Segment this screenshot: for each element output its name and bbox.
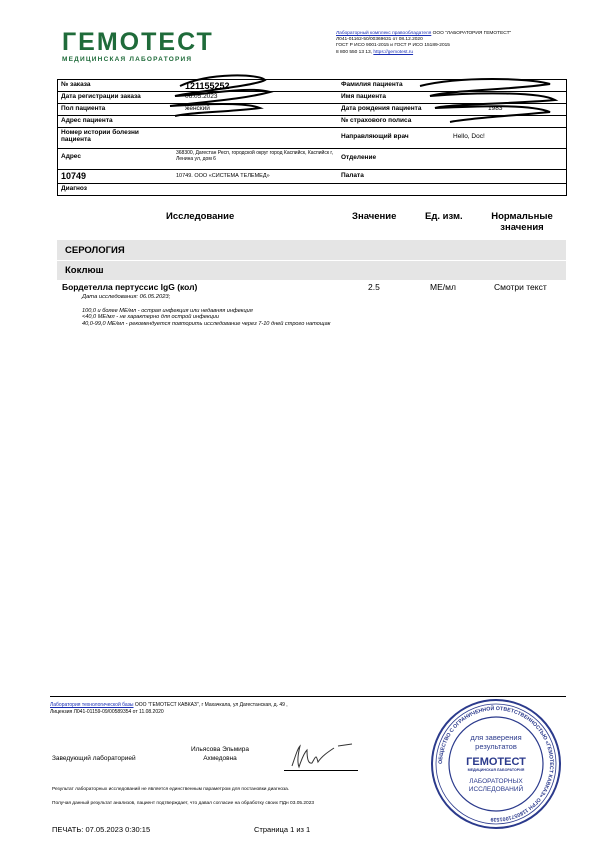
column-header-unit: Ед. изм.: [425, 211, 463, 222]
page-number: Страница 1 из 1: [254, 825, 311, 834]
stamp-brand: ГЕМОТЕСТ: [466, 756, 526, 768]
print-timestamp: ПЕЧАТЬ: 07.05.2023 0:30:15: [52, 825, 151, 834]
birth-date-label: Дата рождения пациента: [341, 105, 422, 112]
department-label: Отделение: [341, 154, 377, 161]
address-label: Адрес: [61, 153, 81, 160]
signature: [286, 740, 356, 772]
ward-label: Палата: [341, 172, 364, 179]
column-header-norm-line1: Нормальные: [491, 211, 553, 222]
company-logo-subtitle: МЕДИЦИНСКАЯ ЛАБОРАТОРИЯ: [62, 56, 193, 63]
head-of-lab-name: [184, 745, 256, 763]
history-number-label: Номер истории болезни пациента: [61, 129, 139, 143]
column-header-value: Значение: [352, 211, 397, 222]
footer-divider: [50, 696, 566, 697]
order-number-value: 121155252: [185, 81, 230, 91]
patient-address-label: Адрес пациента: [61, 117, 113, 124]
stamp-top-line2: результатов: [475, 742, 517, 751]
license-gost: ГОСТ Р ИСО 9001-2015 и ГОСТ Р ИСО 15189-2015: [336, 43, 450, 49]
result-norm: Смотри текст: [494, 282, 547, 292]
license-link[interactable]: Лабораторный комплекс правообладателя: [336, 31, 432, 36]
license-phone: 8 800 550 13 13,: [336, 49, 374, 55]
company-logo: ГЕМОТЕСТ: [62, 28, 214, 56]
license-number: Л041-01162-50/00369631 от 08.12.2020: [336, 37, 423, 43]
stamp-bottom-line2: ИССЛЕДОВАНИЙ: [468, 786, 524, 793]
redaction-scribble: [150, 72, 280, 132]
result-unit: МЕ/мл: [430, 282, 456, 292]
lab-info: [50, 702, 288, 715]
section-band: [57, 240, 566, 260]
first-name-label: Имя пациента: [341, 93, 386, 100]
column-header-norm-line2: значения: [500, 222, 544, 233]
stamp-brand-subtitle: МЕДИЦИНСКАЯ ЛАБОРАТОРИЯ: [467, 768, 525, 772]
head-of-lab-name-line2: Ахмедовна: [203, 755, 237, 762]
lab-link[interactable]: Лаборатория технологической базы: [50, 702, 134, 708]
sex-label: Пол пациента: [61, 105, 106, 112]
stamp-top-line1: для заверения: [470, 733, 522, 742]
signature-line: [284, 770, 358, 771]
result-test-name: Бордетелла пертуссис IgG (кол): [62, 282, 198, 292]
client-code: 10749: [61, 171, 87, 181]
column-header-norm: [490, 211, 554, 233]
head-of-lab-label: Заведующий лабораторией: [52, 755, 136, 762]
redaction-scribble: [410, 74, 560, 132]
stamp-ring-text: ОБЩЕСТВО С ОГРАНИЧЕННОЙ ОТВЕТСТВЕННОСТЬЮ «ГЕМОТЕСТ КАВКАЗ» ОГРН 1180571001539: [437, 705, 555, 823]
website-link[interactable]: https://gemotest.ru: [373, 49, 414, 55]
table-row: [58, 149, 566, 170]
department-value: [450, 149, 566, 169]
registration-date-label: Дата регистрации заказа: [61, 93, 141, 100]
insurance-label: № страхового полиса: [341, 117, 412, 124]
license-org: ООО "ЛАБОРАТОРИЯ ГЕМОТЕСТ": [431, 31, 512, 36]
registration-date-value: 06.05.2023: [185, 93, 218, 100]
ward-value: [450, 170, 566, 183]
sex-value: женский: [185, 105, 210, 112]
section-title: СЕРОЛОГИЯ: [65, 245, 125, 256]
stamp-bottom-line1: ЛАБОРАТОРНЫХ: [469, 778, 523, 785]
referring-doctor-value: Hello, Doc!: [453, 133, 485, 140]
birth-date-value: 1983: [488, 105, 503, 112]
table-row: [58, 170, 566, 184]
lab-org: ООО "ГЕМОТЕСТ КАВКАЗ", г Махачкала, ул Дагестанская, д. 49 ,: [133, 702, 288, 708]
result-date: Дата исследования: 06.05.2023;: [82, 294, 171, 300]
disclaimer-note: Результат лабораторных исследований не является единственным параметром для постановки диагноза.: [52, 787, 290, 792]
referring-doctor-label: Направляющий врач: [341, 133, 409, 140]
result-comment: 100,0 и более МЕ/мл - острая инфекция или недавняя инфекция <40,0 МЕ/мл - не характерно для острой инфекции 40,0-99,0 МЕ/мл - рекомендуется повторить исследование через 7-10 дней строго натощак: [82, 308, 331, 327]
address-value: 368300, Дагестан Респ, городской округ город Каспийск, Каспийск г, Ленина ул, дом 6: [176, 150, 334, 162]
license-block: [336, 31, 581, 56]
lab-license: Лицензия Л041-01159-09/00589354 от 11.08.2020: [50, 708, 164, 715]
diagnosis-label: Диагноз: [61, 185, 87, 192]
table-row: [58, 184, 566, 196]
lab-stamp: [430, 698, 562, 830]
surname-label: Фамилия пациента: [341, 81, 403, 88]
order-number-label: № заказа: [61, 81, 91, 88]
subsection-band: [57, 261, 566, 280]
subsection-title: Коклюш: [65, 265, 104, 276]
result-value: 2.5: [368, 282, 380, 292]
head-of-lab-name-line1: Ильясова Эльмира: [190, 746, 250, 753]
client-name: 10749. ООО «СИСТЕМА ТЕЛЕМЕД»: [176, 173, 270, 179]
consent-note: Получая данный результат анализов, пациент подтверждает, что давал согласие на обработку своих ПДн 03.05.2023: [52, 801, 315, 806]
column-header-test: Исследование: [166, 211, 235, 222]
